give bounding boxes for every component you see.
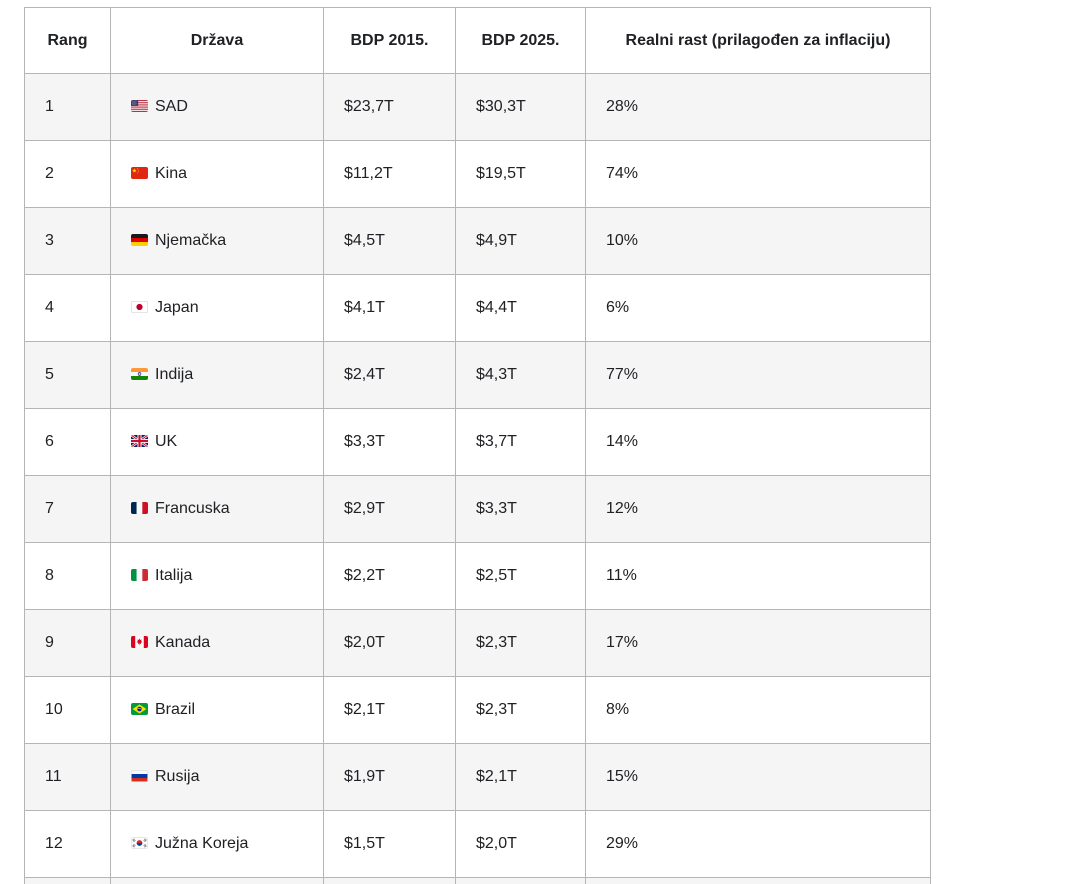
rank-cell: 6	[25, 409, 111, 476]
growth-cell	[586, 878, 931, 884]
growth-cell: 6%	[586, 275, 931, 342]
growth-cell: 74%	[586, 141, 931, 208]
gdp-2025-cell: $2,1T	[456, 744, 586, 811]
rank-cell: 11	[25, 744, 111, 811]
country-cell	[111, 543, 324, 610]
growth-cell: 14%	[586, 409, 931, 476]
country-name: SAD	[155, 98, 188, 115]
table-row-partial	[25, 878, 931, 884]
gdp-2025-cell	[456, 878, 586, 884]
us-flag-icon	[131, 100, 148, 112]
gdp-2025-cell: $3,3T	[456, 476, 586, 543]
country-cell	[111, 141, 324, 208]
growth-cell: 17%	[586, 610, 931, 677]
gdp-2025-cell: $2,3T	[456, 677, 586, 744]
rank-cell: 2	[25, 141, 111, 208]
japan-flag-icon	[131, 301, 148, 313]
gdp-2015-cell: $11,2T	[324, 141, 456, 208]
country-name: Kina	[155, 165, 188, 182]
table-header-row	[25, 8, 931, 74]
gdp-2015-cell: $2,9T	[324, 476, 456, 543]
country-name: Indija	[155, 366, 194, 383]
country-name: Kanada	[155, 634, 211, 651]
table-row	[25, 610, 931, 677]
gdp-2015-cell: $1,9T	[324, 744, 456, 811]
table-row	[25, 543, 931, 610]
country-name: Japan	[155, 299, 199, 316]
country-name: Brazil	[155, 701, 196, 718]
country-cell	[111, 409, 324, 476]
russia-flag-icon	[131, 770, 148, 782]
canada-flag-icon	[131, 636, 148, 648]
gdp-2015-cell: $2,4T	[324, 342, 456, 409]
south-korea-flag-icon	[131, 837, 148, 849]
gdp-2025-cell: $4,9T	[456, 208, 586, 275]
country-cell	[111, 476, 324, 543]
gdp-2025-cell: $4,4T	[456, 275, 586, 342]
country-cell	[111, 275, 324, 342]
header-country: Država	[111, 8, 324, 74]
rank-cell: 4	[25, 275, 111, 342]
country-name: Francuska	[155, 500, 230, 517]
gdp-2015-cell: $4,5T	[324, 208, 456, 275]
country-name: UK	[155, 433, 178, 450]
gdp-2015-cell: $1,5T	[324, 811, 456, 878]
country-cell	[111, 744, 324, 811]
rank-cell: 1	[25, 74, 111, 141]
gdp-2025-cell: $2,3T	[456, 610, 586, 677]
table-row	[25, 275, 931, 342]
rank-cell: 12	[25, 811, 111, 878]
country-cell	[111, 342, 324, 409]
growth-cell: 28%	[586, 74, 931, 141]
table-row	[25, 811, 931, 878]
rank-cell: 5	[25, 342, 111, 409]
country-name: Južna Koreja	[155, 835, 249, 852]
table-row	[25, 141, 931, 208]
growth-cell: 11%	[586, 543, 931, 610]
country-cell	[111, 610, 324, 677]
uk-flag-icon	[131, 435, 148, 447]
country-cell	[111, 74, 324, 141]
growth-cell: 29%	[586, 811, 931, 878]
gdp-2025-cell: $4,3T	[456, 342, 586, 409]
country-cell	[111, 208, 324, 275]
gdp-2015-cell: $2,1T	[324, 677, 456, 744]
rank-cell: 3	[25, 208, 111, 275]
table-row	[25, 74, 931, 141]
brazil-flag-icon	[131, 703, 148, 715]
germany-flag-icon	[131, 234, 148, 246]
gdp-table	[24, 7, 931, 884]
country-name: Rusija	[155, 768, 200, 785]
gdp-2015-cell: $2,0T	[324, 610, 456, 677]
growth-cell: 77%	[586, 342, 931, 409]
table-row	[25, 208, 931, 275]
country-name: Italija	[155, 567, 193, 584]
table-row	[25, 409, 931, 476]
gdp-2015-cell	[324, 878, 456, 884]
rank-cell	[25, 878, 111, 884]
country-name: Njemačka	[155, 232, 227, 249]
gdp-2015-cell: $3,3T	[324, 409, 456, 476]
gdp-2025-cell: $30,3T	[456, 74, 586, 141]
growth-cell: 8%	[586, 677, 931, 744]
gdp-2025-cell: $19,5T	[456, 141, 586, 208]
gdp-2025-cell: $2,0T	[456, 811, 586, 878]
table-row	[25, 677, 931, 744]
gdp-2025-cell: $3,7T	[456, 409, 586, 476]
header-gdp-2025: BDP 2025.	[456, 8, 586, 74]
china-flag-icon	[131, 167, 148, 179]
france-flag-icon	[131, 502, 148, 514]
header-rank: Rang	[25, 8, 111, 74]
growth-cell: 12%	[586, 476, 931, 543]
gdp-2025-cell: $2,5T	[456, 543, 586, 610]
header-growth: Realni rast (prilagođen za inflaciju)	[586, 8, 931, 74]
table-row	[25, 744, 931, 811]
header-gdp-2015: BDP 2015.	[324, 8, 456, 74]
growth-cell: 10%	[586, 208, 931, 275]
italy-flag-icon	[131, 569, 148, 581]
rank-cell: 10	[25, 677, 111, 744]
country-cell	[111, 811, 324, 878]
rank-cell: 9	[25, 610, 111, 677]
gdp-2015-cell: $23,7T	[324, 74, 456, 141]
table-body-clipped	[25, 878, 931, 884]
table-row	[25, 342, 931, 409]
gdp-2015-cell: $2,2T	[324, 543, 456, 610]
table-body	[25, 74, 931, 878]
gdp-2015-cell: $4,1T	[324, 275, 456, 342]
country-cell	[111, 677, 324, 744]
table-row	[25, 476, 931, 543]
rank-cell: 8	[25, 543, 111, 610]
india-flag-icon	[131, 368, 148, 380]
country-cell	[111, 878, 324, 884]
rank-cell: 7	[25, 476, 111, 543]
growth-cell: 15%	[586, 744, 931, 811]
